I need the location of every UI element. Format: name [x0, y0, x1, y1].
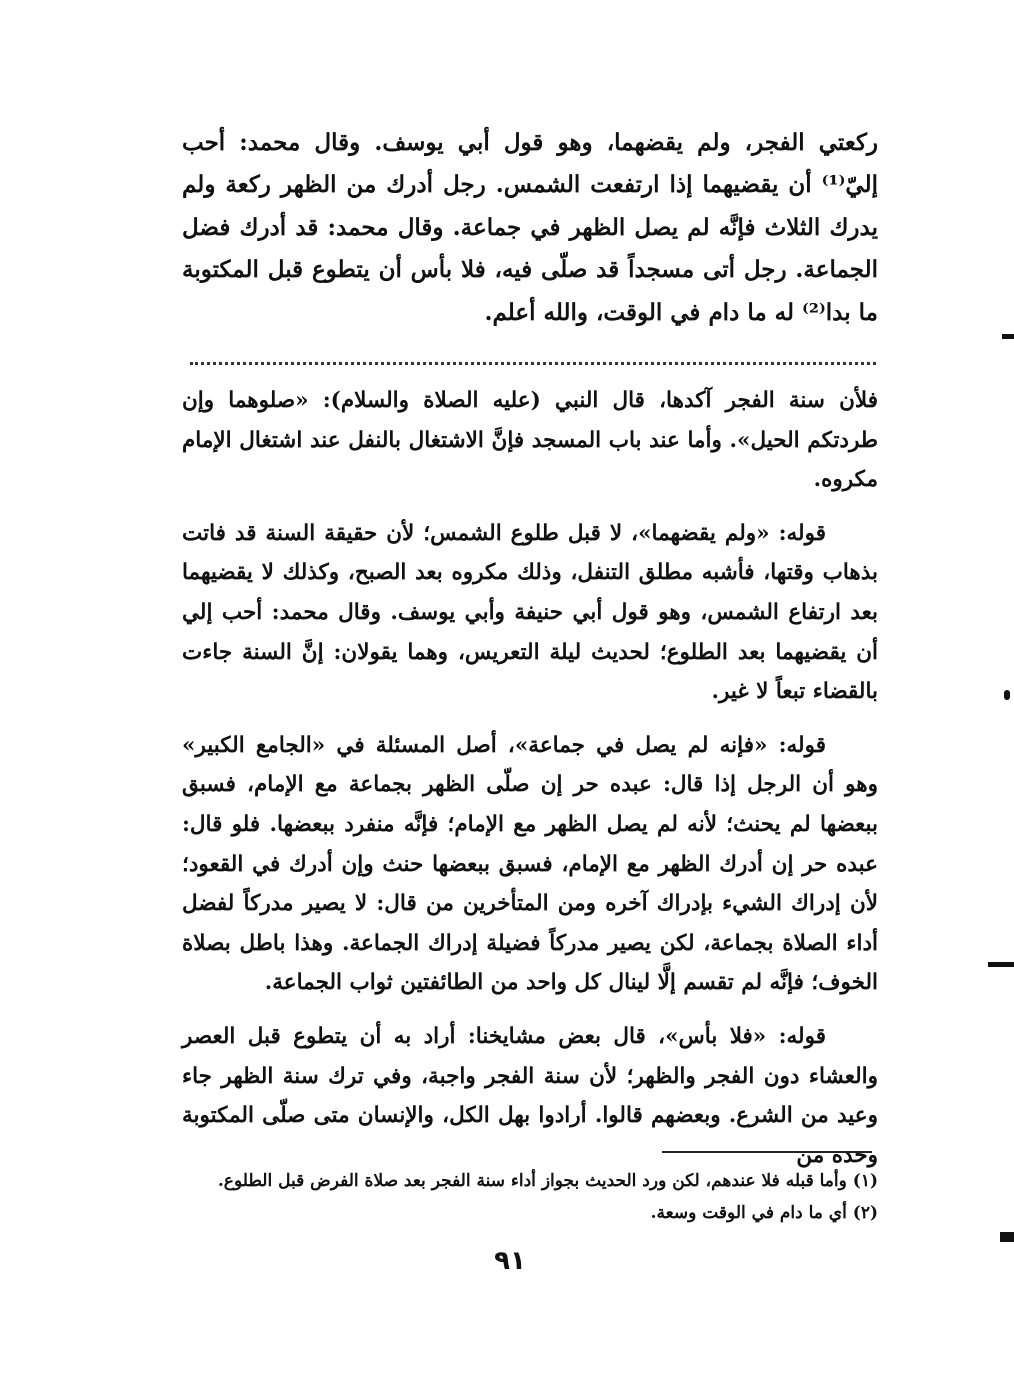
commentary-block	[182, 381, 878, 1189]
footnote-rule	[662, 1151, 872, 1153]
dotted-separator	[190, 362, 876, 365]
scan-edge-mark	[988, 962, 1014, 967]
commentary-paragraph-1: فلأن سنة الفجر آكدها، قال النبي (عليه الصلاة والسلام): «صلوهما وإن طردتكم الحيل». وأما عند باب المسجد فإنَّ الاشتغال بالنفل عند اشتغال الإمام مكروه.	[182, 388, 878, 493]
commentary-paragraph-2: قوله: «ولم يقضهما»، لا قبل طلوع الشمس؛ لأن حقيقة السنة قد فاتت بذهاب وقتها، فأشبه مطلق التنفل، وذلك مكروه بعد الصبح، وكذلك لا يقضيهما بعد ارتفاع الشمس، وهو قول أبي حنيفة وأبي يوسف. وقال محمد: أحب إلي أن يقضيهما بعد الطلوع؛ لحديث ليلة التعريس، وهما يقولان: إنَّ السنة جاءت بالقضاء تبعاً لا غير.	[182, 520, 878, 705]
scan-edge-mark	[1004, 690, 1010, 700]
main-text-block	[182, 122, 878, 334]
footnote-1: (١) وأما قبله فلا عندهم، لكن ورد الحديث بجواز أداء سنة الفجر بعد صلاة الفرض قبل الطلوع.	[217, 1171, 878, 1191]
page-number: ٩١	[494, 1246, 526, 1276]
commentary-paragraph-3: قوله: «فإنه لم يصل في جماعة»، أصل المسئلة في «الجامع الكبير» وهو أن الرجل إذا قال: عبده حر إن صلّى الظهر بجماعة مع الإمام، فسبق ببعضها لم يحنث؛ لأنه لم يصل الظهر مع الإمام؛ فإنَّه منفرد ببعضها. فلو قال: عبده حر إن أدرك الظهر مع الإمام، فسبق ببعضها حنث وإن أدرك في القعود؛ لأن إدراك الشيء بإدراك آخره ومن المتأخرين من قال: لا يصير مدركاً لفضل أداء الصلاة بجماعة، لكن يصير مدركاً فضيلة إدراك الجماعة. وهذا باطل بصلاة الخوف؛ فإنَّه لم تقسم إلَّا لينال كل واحد من الطائفتين ثواب الجماعة.	[182, 732, 879, 996]
commentary-paragraph-4: قوله: «فلا بأس»، قال بعض مشايخنا: أراد به أن يتطوع قبل العصر والعشاء دون الفجر والظهر؛ لأن سنة الفجر واجبة، وفي ترك سنة الظهر جاء وعيد من الشرع. وبعضهم قالوا. أرادوا بهل الكل، والإنسان متى صلّى المكتوبة وحده من	[182, 1023, 878, 1168]
footnote-2: (٢) أي ما دام في الوقت وسعة.	[650, 1203, 878, 1223]
scan-edge-mark	[1000, 1232, 1014, 1242]
footnotes-block	[182, 1165, 878, 1229]
scan-edge-mark	[1002, 334, 1014, 339]
main-paragraph: ركعتي الفجر، ولم يقضهما، وهو قول أبي يوسف. وقال محمد: أحب إليّ⁽¹⁾ أن يقضيهما إذا ارتفعت الشمس. رجل أدرك من الظهر ركعة ولم يدرك الثلاث فإنَّه لم يصل الظهر في جماعة. وقال محمد: قد أدرك فضل الجماعة. رجل أتى مسجداً قد صلّى فيه، فلا بأس أن يتطوع قبل المكتوبة ما بدا⁽²⁾ له ما دام في الوقت، والله أعلم.	[182, 129, 878, 326]
